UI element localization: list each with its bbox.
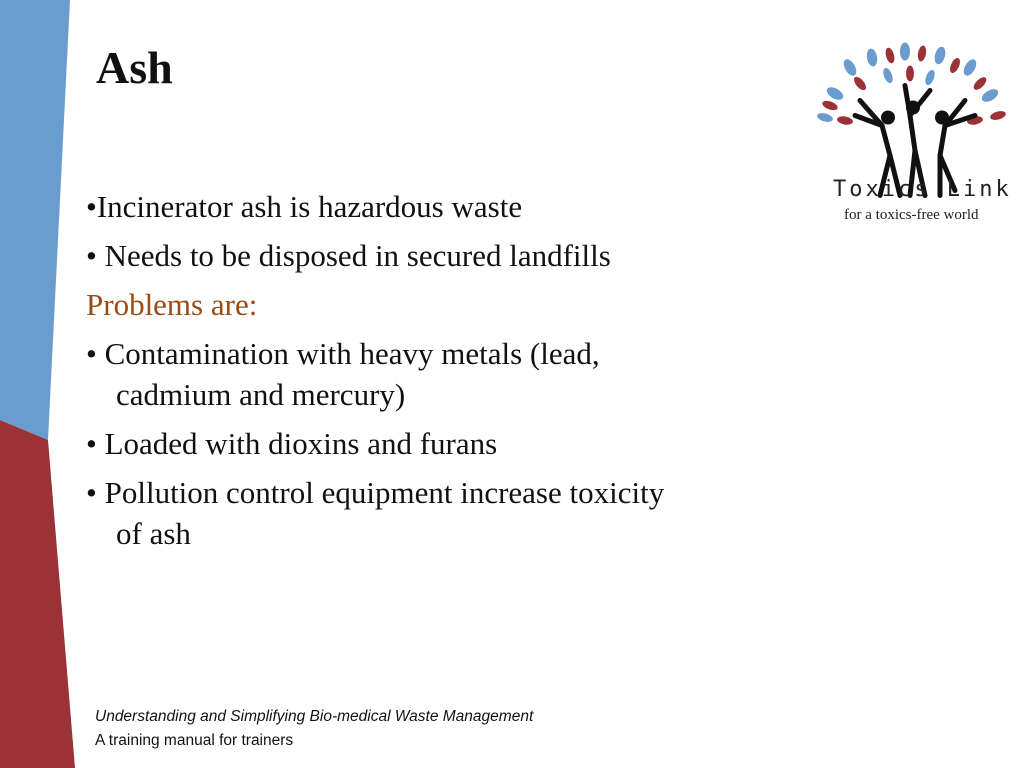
logo-name: Toxics Link [833,177,1012,202]
footer-manual-title: Understanding and Simplifying Bio-medical Waste Management [95,708,534,725]
bullet-pollution-control-cont: of ash [116,516,191,551]
bullet-heavy-metals-cont: cadmium and mercury) [116,377,406,412]
left-decorative-stripe [0,0,80,768]
bullet-dioxins: • Loaded with dioxins and furans [86,426,498,461]
logo-tagline: for a toxics-free world [844,207,979,223]
bullet-secured-landfills: • Needs to be disposed in secured landfills [86,238,611,273]
slide-footer [95,705,533,753]
slide-title: Ash [96,42,173,93]
footer-manual-subtitle: A training manual for trainers [95,732,294,749]
bullet-list [86,186,786,554]
red-stripe [0,420,75,768]
bullet-heavy-metals: • Contamination with heavy metals (lead, [86,336,600,371]
problems-heading: Problems are: [86,287,258,322]
blue-stripe [0,0,70,440]
bullet-pollution-control: • Pollution control equipment increase toxicity [86,475,665,510]
bullet-incinerator-ash: •Incinerator ash is hazardous waste [86,189,523,224]
